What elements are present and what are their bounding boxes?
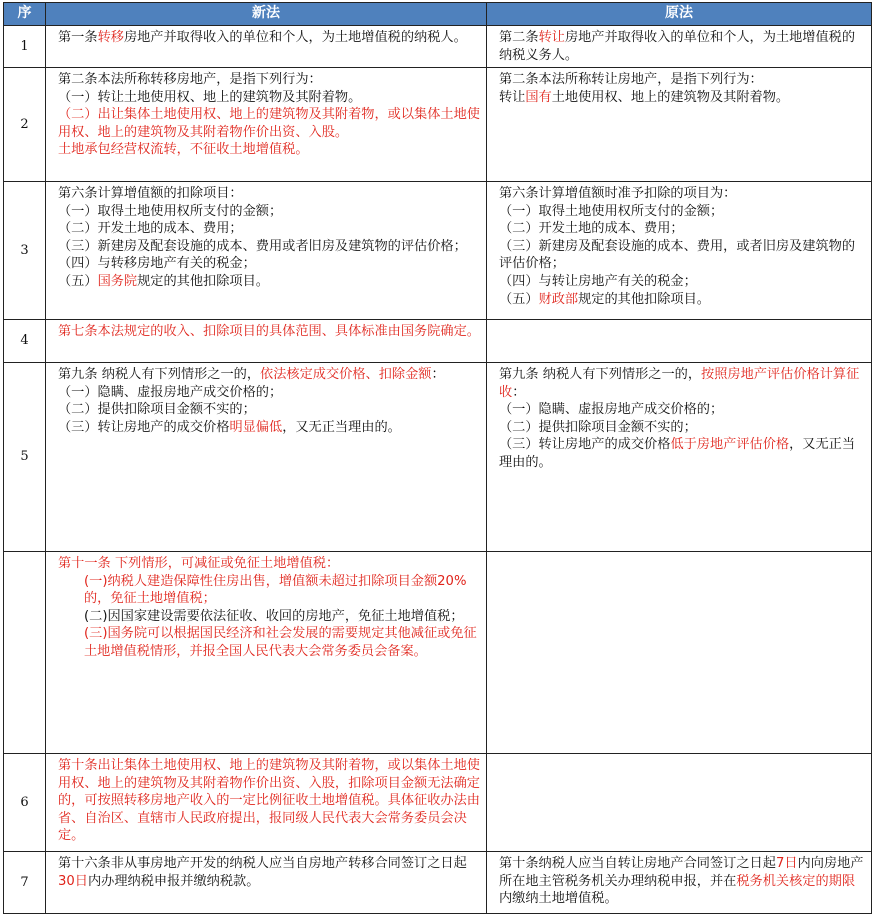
table-row [4, 182, 872, 320]
new-line [58, 106, 482, 141]
old-law-cell [487, 852, 872, 914]
new-line [58, 185, 482, 203]
highlighted-text: 税务机关核定的期限 [736, 873, 856, 889]
text-segment: 第六条计算增值额的扣除项目： [58, 186, 243, 201]
text-segment: 规定的其他扣除项目。 [578, 291, 710, 307]
text-segment: 转让 [499, 89, 526, 105]
old-line [499, 436, 867, 471]
old-law-cell [487, 320, 872, 363]
new-line [58, 757, 482, 845]
highlighted-text: 土地承包经营权流转，不征收土地增值税。 [58, 142, 309, 158]
highlighted-text: 低于房地产评估价格 [670, 437, 790, 453]
highlighted-text: 转移 [97, 30, 124, 45]
new-line [58, 71, 482, 89]
table-row [4, 363, 872, 552]
highlighted-text: 第十一条 下列情形，可减征或免征土地增值税： [58, 556, 340, 571]
text-segment: （三）转让房地产的成交价格 [58, 419, 230, 435]
row-index: 4 [4, 320, 46, 363]
new-law-cell [46, 552, 487, 754]
old-law-cell [487, 26, 872, 68]
text-segment: 第二条本法所称转移房地产，是指下列行为： [58, 72, 322, 87]
text-segment: 第九条 纳税人有下列情形之一的， [58, 367, 261, 382]
header-row [4, 3, 872, 26]
new-line [58, 573, 482, 608]
new-line [58, 323, 482, 341]
old-line [499, 71, 867, 89]
new-line [58, 238, 482, 256]
comparison-table [3, 2, 872, 914]
new-line [58, 29, 482, 47]
text-segment: 第二条 [499, 30, 539, 45]
text-segment: 第二条本法所称转让房地产，是指下列行为： [499, 72, 763, 87]
text-segment: （三）新建房及配套设施的成本、费用或者旧房及建筑物的评估价格； [58, 238, 467, 254]
table-row [4, 320, 872, 363]
text-segment: 内向房地产所在地主管税务机关办理纳税申报，并在 [499, 856, 864, 889]
text-segment: (二)因国家建设需要依法征收、收回的房地产，免征土地增值税； [84, 608, 464, 624]
text-segment: ，又无正当理由的。 [282, 419, 401, 435]
new-line [58, 625, 482, 660]
text-segment: 第一条 [58, 30, 98, 45]
text-segment: ： [431, 367, 445, 382]
text-segment: 第六条计算增值额时准予扣除的项目为： [499, 186, 737, 201]
row-index: 5 [4, 363, 46, 552]
header-new-law: 新法 [46, 3, 487, 26]
row-index: 3 [4, 182, 46, 320]
highlighted-text: 7日 [775, 856, 798, 871]
highlighted-text: 第十条出让集体土地使用权、地上的建筑物及其附着物，或以集体土地使用权、地上的建筑物及其附着物作价出资、入股，扣除项目金额无法确定的，可按照转移房地产收入的一定比例征收土地增值税。具体征收办法由省、自治区、直辖市人民政府提出，报同级人民代表大会常务委员会决定。 [58, 758, 480, 844]
highlighted-text: (一)纳税人建造保障性住房出售，增值额未超过扣除项目金额20%的，免征土地增值税； [84, 573, 467, 607]
old-line [499, 185, 867, 203]
new-law-cell [46, 852, 487, 914]
text-segment: （一）隐瞒、虚报房地产成交价格的； [499, 402, 724, 418]
old-line [499, 419, 867, 437]
table-row [4, 754, 872, 852]
text-segment: （一）取得土地使用权所支付的金额； [499, 203, 724, 219]
table-row [4, 68, 872, 182]
text-segment: （一）隐瞒、虚报房地产成交价格的； [58, 384, 283, 400]
text-segment: （三）新建房及配套设施的成本、费用，或者旧房及建筑物的评估价格； [499, 238, 856, 272]
text-segment: （三）转让房地产的成交价格 [499, 437, 671, 453]
old-line [499, 401, 867, 419]
text-segment: 第十六条非从事房地产开发的纳税人应当自房地产转移合同签订之日起 [58, 856, 467, 871]
highlighted-text: 30日 [58, 873, 88, 889]
text-segment: （五） [58, 273, 98, 289]
text-segment: （一）转让土地使用权、地上的建筑物及其附着物。 [58, 89, 362, 105]
new-line [58, 255, 482, 273]
text-segment: ： [512, 384, 526, 400]
row-index [4, 552, 46, 754]
new-line [58, 384, 482, 402]
new-law-cell [46, 68, 487, 182]
old-law-cell [487, 68, 872, 182]
old-line [499, 273, 867, 291]
text-segment: 第九条 纳税人有下列情形之一的， [499, 367, 702, 382]
row-index: 6 [4, 754, 46, 852]
highlighted-text: (三)国务院可以根据国民经济和社会发展的需要规定其他减征或免征土地增值税情形，并报全国人民代表大会常务委员会备案。 [84, 626, 477, 659]
text-segment: 土地使用权、地上的建筑物及其附着物。 [551, 89, 790, 105]
text-segment: 房地产并取得收入的单位和个人，为土地增值税的纳税义务人。 [499, 30, 856, 63]
row-index: 7 [4, 852, 46, 914]
text-segment: （二）提供扣除项目金额不实的； [499, 419, 697, 435]
new-law-cell [46, 363, 487, 552]
new-law-cell [46, 320, 487, 363]
text-segment: 规定的其他扣除项目。 [137, 273, 269, 289]
text-segment: 内缴纳土地增值税。 [499, 891, 618, 907]
text-segment: （四）与转移房地产有关的税金； [58, 256, 256, 272]
highlighted-text: 明显偏低 [229, 419, 283, 435]
old-line [499, 855, 867, 908]
old-line [499, 29, 867, 64]
old-line [499, 238, 867, 273]
new-line [58, 203, 482, 221]
table-row [4, 852, 872, 914]
new-law-cell [46, 182, 487, 320]
highlighted-text: 转让 [538, 30, 565, 45]
highlighted-text: 第七条本法规定的收入、扣除项目的具体范围、具体标准由国务院确定。 [58, 324, 480, 339]
old-line [499, 366, 867, 401]
text-segment: （四）与转让房地产有关的税金； [499, 273, 697, 289]
new-line [58, 273, 482, 291]
new-line [58, 141, 482, 159]
old-line [499, 291, 867, 309]
old-law-cell [487, 182, 872, 320]
new-line [58, 89, 482, 107]
new-line [58, 220, 482, 238]
text-segment: 内办理纳税申报并缴纳税款。 [87, 873, 260, 889]
new-law-cell [46, 754, 487, 852]
new-law-cell [46, 26, 487, 68]
row-index: 1 [4, 26, 46, 68]
header-old-law: 原法 [487, 3, 872, 26]
text-segment: （二）开发土地的成本、费用； [58, 221, 243, 237]
highlighted-text: 按照房地产评估价格计算征收 [499, 367, 860, 400]
old-line [499, 203, 867, 221]
new-line [58, 608, 482, 626]
row-index: 2 [4, 68, 46, 182]
header-idx: 序 [4, 3, 46, 26]
table-row [4, 552, 872, 754]
text-segment: 房地产并取得收入的单位和个人，为土地增值税的纳税人。 [123, 30, 467, 45]
text-segment: （二）开发土地的成本、费用； [499, 221, 684, 237]
table-row [4, 26, 872, 68]
new-line [58, 555, 482, 573]
new-line [58, 855, 482, 890]
new-line [58, 366, 482, 384]
old-law-cell [487, 754, 872, 852]
new-line [58, 401, 482, 419]
text-segment: ，又无正当理由的。 [499, 437, 856, 470]
text-segment: （二）提供扣除项目金额不实的； [58, 402, 256, 418]
highlighted-text: 依法核定成交价格、扣除金额 [260, 367, 432, 382]
old-line [499, 220, 867, 238]
text-segment: 第十条纳税人应当自转让房地产合同签订之日起 [499, 856, 776, 871]
highlighted-text: 国务院 [97, 273, 138, 289]
highlighted-text: 国有 [525, 89, 552, 105]
highlighted-text: 财政部 [538, 291, 579, 307]
text-segment: （五） [499, 291, 539, 307]
old-line [499, 89, 867, 107]
highlighted-text: （二）出让集体土地使用权、地上的建筑物及其附着物，或以集体土地使用权、地上的建筑物及其附着物作价出资、入股。 [58, 107, 480, 140]
old-law-cell [487, 552, 872, 754]
text-segment: （一）取得土地使用权所支付的金额； [58, 203, 283, 219]
old-law-cell [487, 363, 872, 552]
new-line [58, 419, 482, 437]
